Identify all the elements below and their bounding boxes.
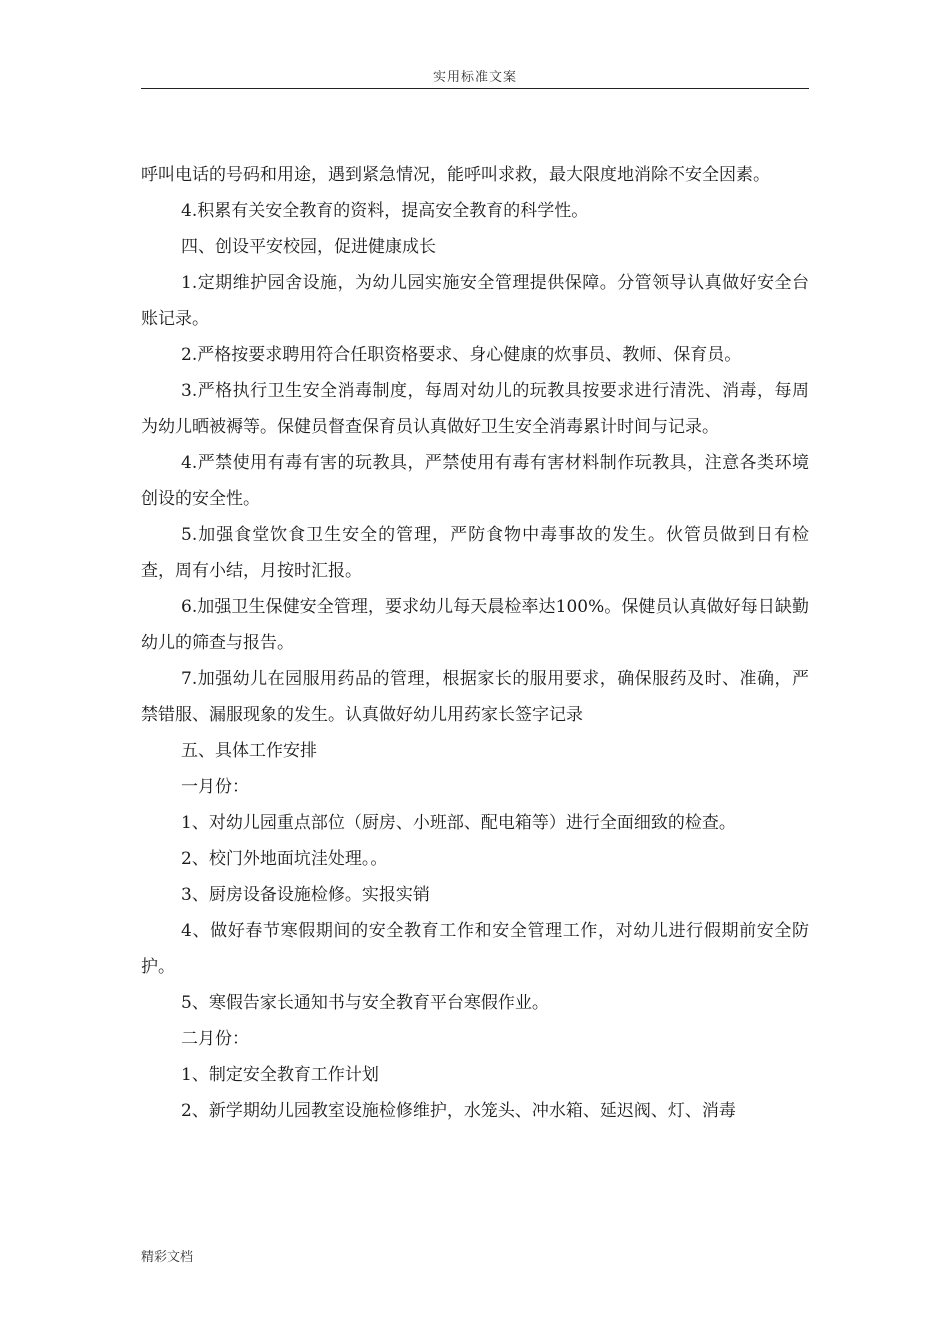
month-heading: 二月份： — [181, 1029, 249, 1049]
paragraph: 呼叫电话的号码和用途，遇到紧急情况，能呼叫求救，最大限度地消除不安全因素。 — [141, 165, 770, 185]
paragraph: 6.加强卫生保健安全管理，要求幼儿每天晨检率达100%。保健员认真做好每日缺勤幼儿的筛查与报告。 — [141, 597, 809, 653]
header-divider — [141, 88, 809, 89]
section-heading: 五、具体工作安排 — [181, 741, 317, 761]
paragraph: 2.严格按要求聘用符合任职资格要求、身心健康的炊事员、教师、保育员。 — [181, 345, 742, 365]
list-item: 4、做好春节寒假期间的安全教育工作和安全管理工作，对幼儿进行假期前安全防护。 — [141, 921, 809, 977]
page-footer: 精彩文档 — [141, 1250, 194, 1265]
list-item: 1、对幼儿园重点部位（厨房、小班部、配电箱等）进行全面细致的检查。 — [181, 813, 736, 833]
list-item: 2、校门外地面坑洼处理。。 — [181, 849, 388, 869]
list-item: 2、新学期幼儿园教室设施检修维护，水笼头、冲水箱、延迟阀、灯、消毒 — [181, 1101, 736, 1121]
paragraph: 4.严禁使用有毒有害的玩教具，严禁使用有毒有害材料制作玩教具，注意各类环境创设的安全性。 — [141, 453, 809, 509]
document-body — [141, 157, 809, 1129]
section-heading: 四、创设平安校园，促进健康成长 — [181, 237, 436, 257]
paragraph: 7.加强幼儿在园服用药品的管理，根据家长的服用要求，确保服药及时、准确，严禁错服、漏服现象的发生。认真做好幼儿用药家长签字记录 — [141, 669, 809, 725]
list-item: 5、寒假告家长通知书与安全教育平台寒假作业。 — [181, 993, 549, 1013]
list-item: 3、厨房设备设施检修。实报实销 — [181, 885, 430, 905]
list-item: 1、制定安全教育工作计划 — [181, 1065, 379, 1085]
paragraph: 5.加强食堂饮食卫生安全的管理，严防食物中毒事故的发生。伙管员做到日有检查，周有小结，月按时汇报。 — [141, 525, 809, 581]
paragraph: 1.定期维护园舍设施，为幼儿园实施安全管理提供保障。分管领导认真做好安全台账记录。 — [141, 273, 809, 329]
month-heading: 一月份： — [181, 777, 249, 797]
page-header: 实用标准文案 — [432, 70, 517, 85]
paragraph: 4.积累有关安全教育的资料，提高安全教育的科学性。 — [181, 201, 589, 221]
paragraph: 3.严格执行卫生安全消毒制度，每周对幼儿的玩教具按要求进行清洗、消毒，每周为幼儿晒被褥等。保健员督查保育员认真做好卫生安全消毒累计时间与记录。 — [141, 381, 809, 437]
